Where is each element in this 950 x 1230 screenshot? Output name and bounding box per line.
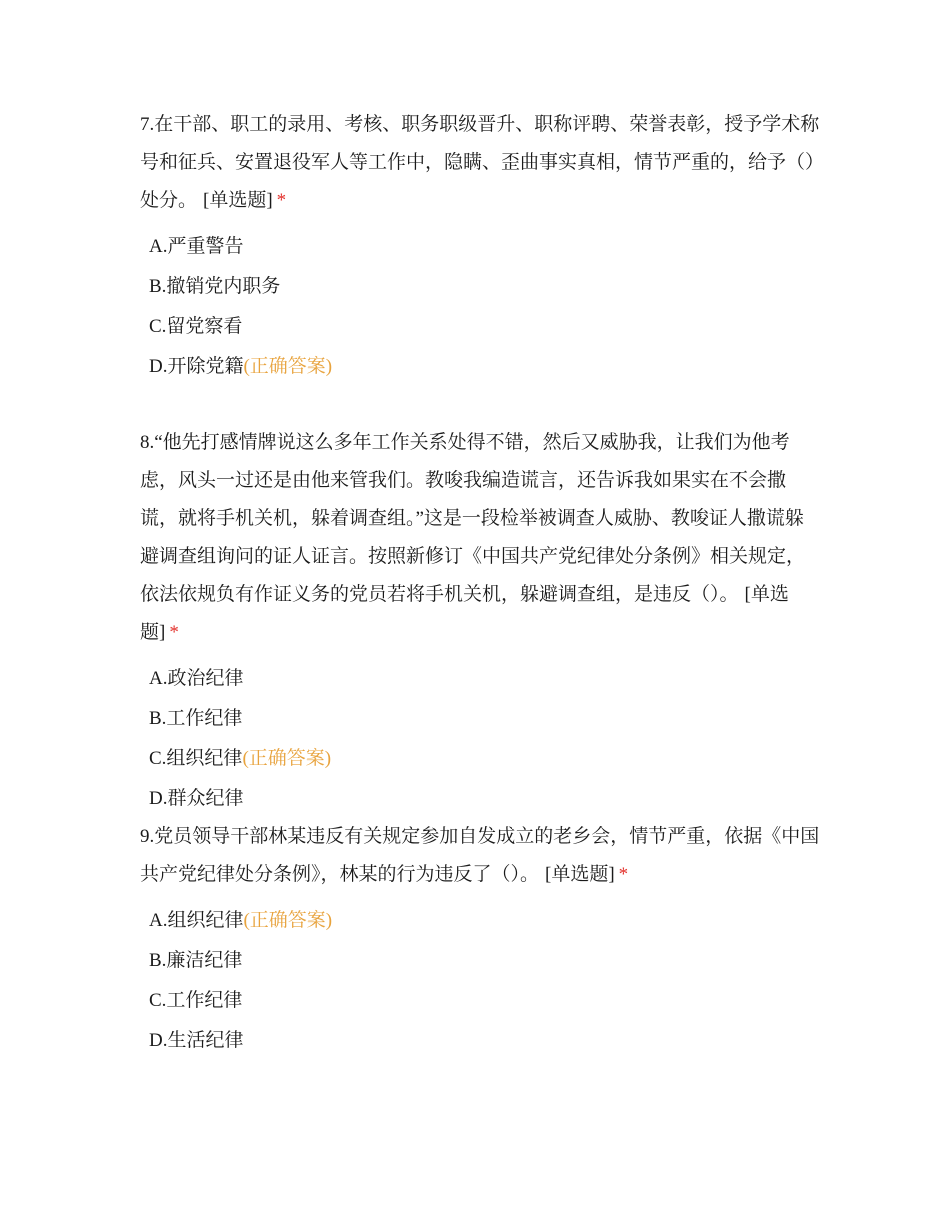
option-label: C.留党察看: [149, 316, 243, 337]
correct-answer-mark: (正确答案): [242, 748, 332, 769]
option-c[interactable]: [149, 981, 820, 1021]
option-label: C.组织纪律: [149, 748, 243, 769]
option-list: [140, 659, 820, 819]
option-a[interactable]: [149, 659, 820, 699]
question-stem: 9.党员领导干部林某违反有关规定参加自发成立的老乡会，情节严重，依据《中国共产党纪律处分条例》，林某的行为违反了（）。: [140, 826, 820, 885]
option-label: B.廉洁纪律: [149, 950, 243, 971]
question-stem: 8.“他先打感情牌说这么多年工作关系处得不错，然后又威胁我，让我们为他考虑，风头一过还是由他来管我们。教唆我编造谎言，还告诉我如果实在不会撒谎，就将手机关机，躲着调查组。”这是一段检举被调查人威胁、教唆证人撒谎躲避调查组询问的证人证言。按照新修订《中国共产党纪律处分条例》相关规定，依法依规负有作证义务的党员若将手机关机，躲避调查组，是违反（）。: [140, 432, 806, 605]
correct-answer-mark: (正确答案): [243, 356, 333, 377]
option-b[interactable]: [149, 267, 820, 307]
option-label: A.组织纪律: [149, 910, 244, 931]
option-d[interactable]: [149, 1021, 820, 1061]
question-type-label: [单选题]: [203, 190, 273, 211]
option-c[interactable]: [149, 739, 820, 779]
option-d[interactable]: [149, 347, 820, 387]
option-list: [140, 901, 820, 1061]
required-mark: *: [618, 864, 629, 885]
required-mark: *: [276, 190, 287, 211]
question-9: [140, 818, 820, 1061]
option-d[interactable]: [149, 779, 820, 819]
question-type-label: [单选题]: [545, 864, 615, 885]
option-label: A.政治纪律: [149, 668, 244, 689]
option-label: A.严重警告: [149, 236, 244, 257]
question-stem: 7.在干部、职工的录用、考核、职务职级晋升、职称评聘、荣誉表彰，授予学术称号和征兵、安置退役军人等工作中，隐瞒、歪曲事实真相，情节严重的，给予（）处分。: [140, 114, 820, 211]
correct-answer-mark: (正确答案): [243, 910, 333, 931]
option-label: B.撤销党内职务: [149, 276, 281, 297]
option-label: D.生活纪律: [149, 1030, 244, 1051]
question-7: [140, 106, 820, 387]
question-8: [140, 424, 820, 819]
option-label: D.开除党籍: [149, 356, 244, 377]
option-a[interactable]: [149, 227, 820, 267]
option-label: B.工作纪律: [149, 708, 243, 729]
option-list: [140, 227, 820, 387]
question-type-label: [单选题]: [140, 584, 789, 643]
option-b[interactable]: [149, 941, 820, 981]
question-text: [140, 424, 820, 652]
option-label: C.工作纪律: [149, 990, 243, 1011]
question-text: [140, 818, 820, 894]
required-mark: *: [169, 622, 179, 643]
option-c[interactable]: [149, 307, 820, 347]
option-b[interactable]: [149, 699, 820, 739]
option-a[interactable]: [149, 901, 820, 941]
option-label: D.群众纪律: [149, 788, 244, 809]
question-text: [140, 106, 820, 220]
